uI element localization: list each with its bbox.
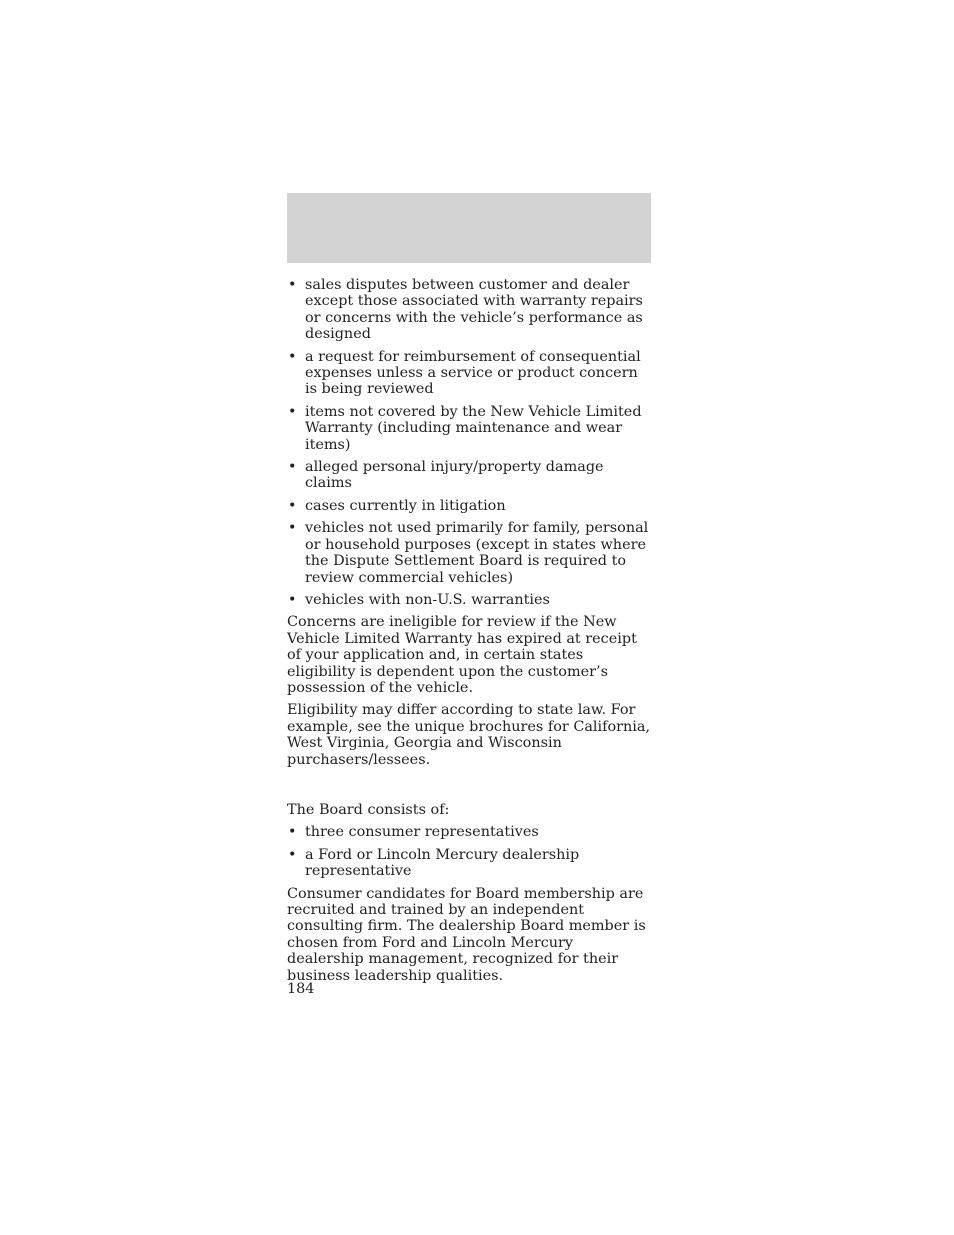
bullet-icon: • — [288, 591, 297, 608]
bullet-icon: • — [288, 403, 297, 420]
ineligible-list — [287, 277, 651, 608]
bullet-icon: • — [288, 459, 297, 476]
list-item-text: alleged personal injury/property damage claims — [305, 459, 604, 492]
bullet-icon: • — [288, 824, 297, 841]
list-item — [287, 520, 651, 586]
list-item — [287, 349, 651, 398]
eligibility-expiry-paragraph: Concerns are ineligible for review if the New Vehicle Limited Warranty has expired at receipt of your application and, in certain states eligibility is dependent upon the customer’s possession of the vehicle. — [287, 614, 637, 696]
page-number: 184 — [287, 981, 315, 997]
list-item — [287, 498, 651, 514]
list-item — [287, 459, 651, 492]
board-members-list — [287, 824, 651, 879]
list-item-text: cases currently in litigation — [305, 497, 506, 514]
board-membership-paragraph: Consumer candidates for Board membership are recruited and trained by an independent consulting firm. The dealership Board member is chosen from Ford and Lincoln Mercury dealership management, recognized for their business leadership qualities. — [287, 885, 646, 984]
bullet-icon: • — [288, 277, 297, 293]
list-item-text: vehicles not used primarily for family, personal or household purposes (except in states where the Dispute Settlement Board is required to review commercial vehicles) — [305, 520, 649, 586]
bullet-icon: • — [288, 846, 297, 863]
list-item — [287, 847, 651, 880]
bullet-icon: • — [288, 497, 297, 514]
list-item-text: sales disputes between customer and dealer except those associated with warranty repairs or concerns with the vehicle’s performance as designed — [305, 277, 643, 343]
board-intro: The Board consists of: — [287, 801, 450, 818]
list-item-text: items not covered by the New Vehicle Limited Warranty (including maintenance and wear items) — [305, 403, 642, 453]
bullet-icon: • — [288, 520, 297, 537]
list-item — [287, 592, 651, 608]
section-gap — [287, 774, 651, 802]
list-item — [287, 277, 651, 343]
page-content — [287, 277, 651, 990]
list-item — [287, 404, 651, 453]
bullet-icon: • — [288, 348, 297, 365]
list-item-text: three consumer representatives — [305, 824, 539, 841]
list-item-text: a request for reimbursement of consequential expenses unless a service or product concern is being reviewed — [305, 348, 641, 398]
list-item-text: a Ford or Lincoln Mercury dealership representative — [305, 846, 580, 880]
list-item — [287, 824, 651, 840]
header-band — [287, 193, 651, 263]
state-law-paragraph: Eligibility may differ according to state law. For example, see the unique brochures for California, West Virginia, Georgia and Wisconsin purchasers/lessees. — [287, 702, 651, 768]
list-item-text: vehicles with non-U.S. warranties — [305, 591, 550, 608]
